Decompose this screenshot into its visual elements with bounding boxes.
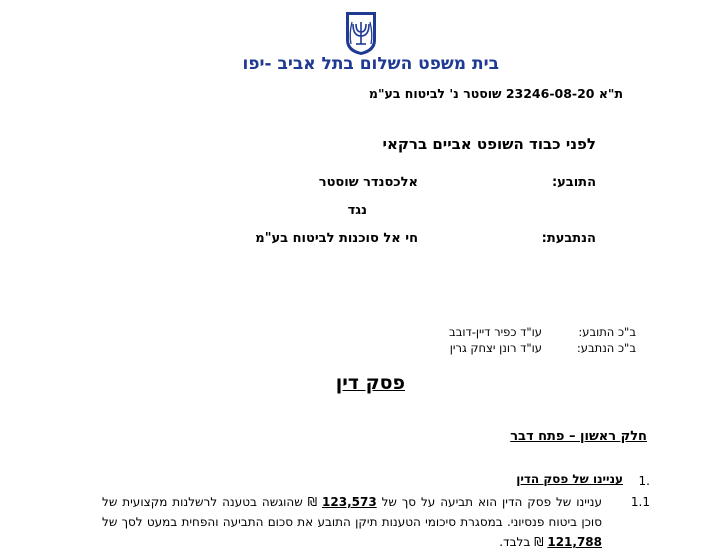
case-number: ת"א 23246-08-20 שוסטר נ' לביטוח בע"מ xyxy=(368,86,623,101)
defendant-label: הנתבעת: xyxy=(541,231,596,246)
paragraph-line2: ביטוח פנסיוני. במסגרת סיכומי הטענות תיקן התובע את סכום התביעה והפחית במעט לסך של xyxy=(102,515,578,529)
plaintiff-counsel-label: ב"כ התובע: xyxy=(578,325,636,339)
plaintiff-counsel-name: עו"ד כפיר דיין-דובב xyxy=(449,325,542,339)
part-title: חלק ראשון – פתח דבר xyxy=(510,429,647,444)
section-title: עניינו של פסק הדין xyxy=(516,472,623,486)
plaintiff-name: אלכסנדר שוסטר xyxy=(318,175,418,190)
plaintiff-label: התובע: xyxy=(551,175,596,190)
section-number: 1. xyxy=(638,474,650,488)
amount-claimed: 123,573 xyxy=(322,495,377,509)
paragraph-line3-end: בלבד. xyxy=(499,535,531,549)
paragraph-text xyxy=(102,492,602,552)
defendant-counsel-label: ב"כ הנתבע: xyxy=(576,341,636,355)
versus-label: נגד xyxy=(347,203,367,218)
court-name: בית משפט השלום בתל אביב -יפו xyxy=(242,54,499,74)
verdict-title: פסק דין xyxy=(335,372,405,394)
defendant-name: חי אל סוכנות לביטוח בע"מ xyxy=(255,231,418,246)
amount-amended: 121,788 xyxy=(547,535,602,549)
judge-line: לפני כבוד השופט אביים ברקאי xyxy=(382,135,596,153)
defendant-counsel-name: עו"ד רונן יצחק גרין xyxy=(449,341,542,355)
currency-symbol: ₪ xyxy=(307,495,318,509)
paragraph-line1-b: שהוגשה בטענה לרשלנות מקצועית של סוכן xyxy=(102,495,602,529)
paragraph-line1-a: עניינו של פסק הדין הוא תביעה על סך של xyxy=(381,495,602,509)
state-emblem-icon xyxy=(343,10,379,56)
currency-symbol-2: ₪ xyxy=(534,535,544,549)
paragraph-number: 1.1 xyxy=(630,495,650,509)
